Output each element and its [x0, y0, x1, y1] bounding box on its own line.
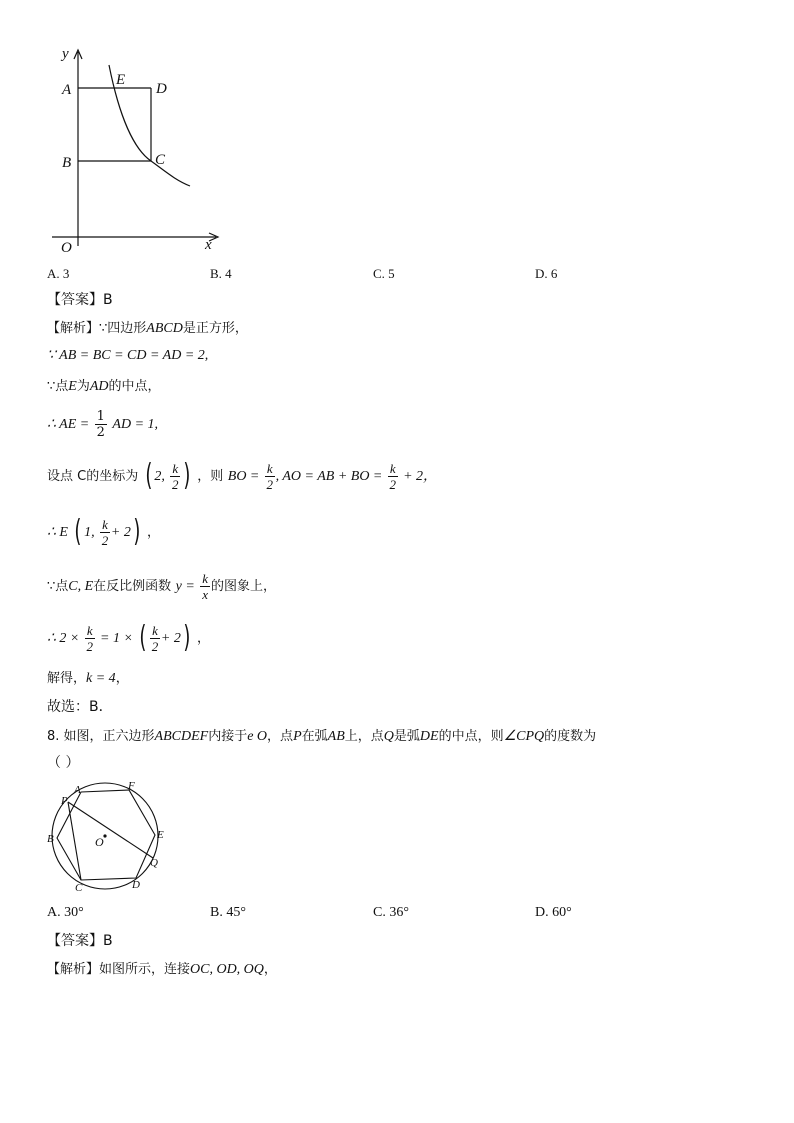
hex-point-f-label: F: [128, 780, 135, 792]
q8-option-c: C. 36°: [373, 905, 409, 920]
q7-solution-line-1: 【解析】∵四边形ABCD是正方形，: [47, 321, 248, 336]
q7-solution-line-10: 故选：B．: [47, 699, 113, 715]
hex-point-p-label: P: [61, 795, 68, 807]
hex-point-a-label: A: [74, 784, 81, 796]
y-axis-label: y: [62, 46, 69, 62]
q7-option-d: D. 6: [535, 266, 558, 281]
origin-label: O: [61, 240, 72, 256]
q8-question-line-1: 8. 如图，正六边形ABCDEF内接于e O，点P在弧AB上，点Q是弧DE的中点，则∠CPQ的度数为: [47, 729, 597, 744]
hex-point-e-label: E: [157, 829, 164, 841]
hex-point-b-label: B: [47, 833, 54, 845]
q7-solution-line-3: ∵点E为AD的中点，: [47, 379, 161, 394]
q7-solution-line-7: ∵点C, E在反比例函数 y = $\frac{k}{x}$ 的图象上，: [47, 570, 277, 602]
point-d-label: D: [156, 81, 167, 97]
q7-solution-line-4: ∴ AE = $\frac{1}{2}$ AD = 1,: [47, 408, 159, 440]
q7-option-c: C. 5: [373, 266, 395, 281]
q8-option-b: B. 45°: [210, 905, 246, 920]
q8-option-d: D. 60°: [535, 905, 572, 920]
q7-option-b: B. 4: [210, 266, 232, 281]
hex-point-c-label: C: [75, 882, 83, 894]
x-axis-label: x: [205, 237, 212, 253]
q8-question-line-2: （ ）: [47, 755, 80, 771]
q7-answer: 【答案】B: [47, 292, 113, 308]
q7-option-a: A. 3: [47, 266, 70, 281]
hex-point-d-label: D: [132, 879, 140, 891]
q8-answer: 【答案】B: [47, 933, 113, 949]
point-c-label: C: [155, 152, 166, 168]
q8-solution-line-1: 【解析】如图所示，连接OC, OD, OQ，: [47, 962, 277, 977]
q7-solution-line-2: ∵ AB = BC = CD = AD = 2,: [47, 348, 209, 363]
point-a-label: A: [62, 82, 72, 98]
q7-solution-line-8: ∴ 2 × $\frac{k}{2}$ = 1 × ( $\frac{k}{2}$ + 2) ，: [47, 620, 211, 655]
hexagon-circle-figure: [44, 780, 174, 895]
point-e-label: E: [116, 72, 126, 88]
q7-solution-line-9: 解得，k = 4，: [47, 671, 129, 686]
square-hyperbola-figure: [40, 40, 230, 265]
q7-solution-line-5: 设点 C的坐标为 ( 2, $\frac{k}{2}$ ) ，则 BO = $\frac{k}{2}$ , AO = AB + BO = $\frac{k}{2}$ + 2，: [47, 458, 438, 493]
q7-solution-line-6: ∴ E ( 1, $\frac{k}{2}$ + 2) ，: [47, 514, 161, 549]
hex-point-q-label: Q: [150, 857, 158, 869]
q8-option-a: A. 30°: [47, 905, 84, 920]
point-b-label: B: [62, 155, 72, 171]
hex-center-o-label: O: [95, 835, 104, 849]
